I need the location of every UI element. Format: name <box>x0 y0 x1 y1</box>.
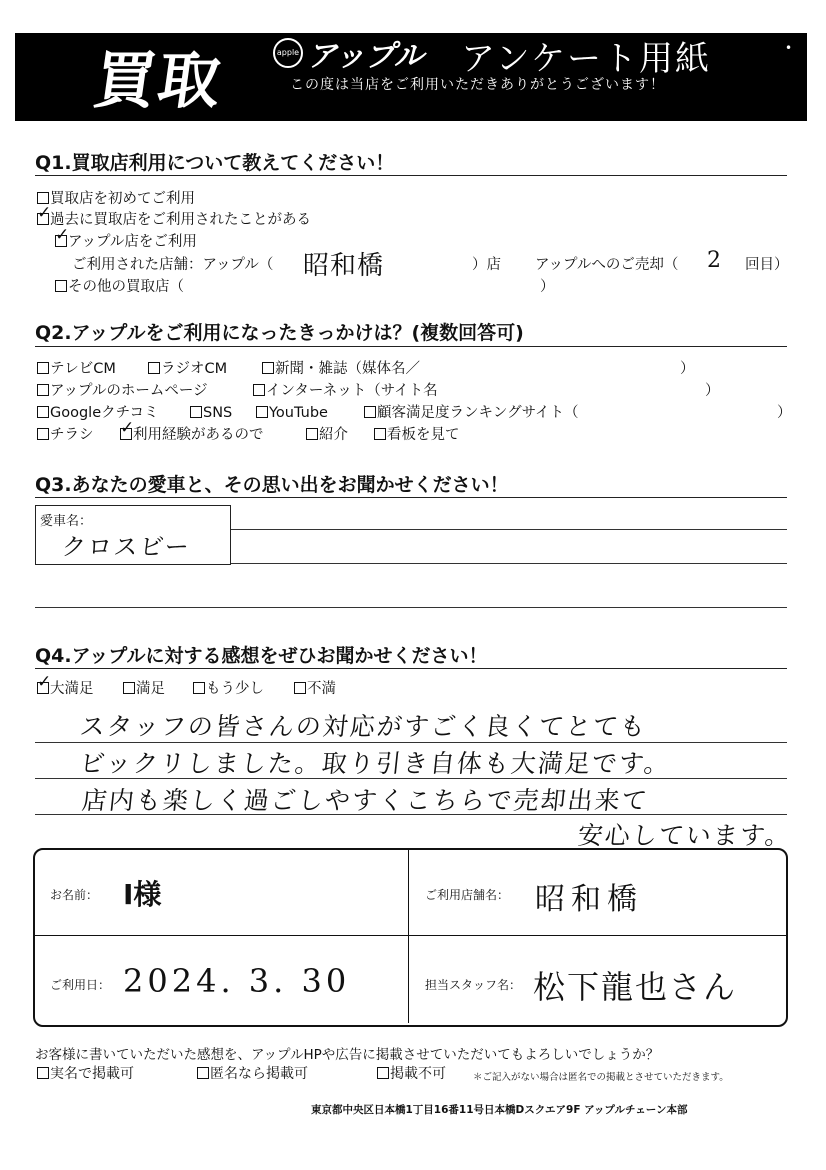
thanks-message: この度は当店をご利用いただきありがとうございます！ <box>290 77 665 93</box>
q3-line <box>231 563 787 564</box>
q2-news-close: ） <box>680 361 695 377</box>
q2-rule <box>35 346 787 347</box>
q2-ranking-close: ） <box>777 405 792 421</box>
q4-option-somewhat[interactable]: もう少し <box>193 682 264 697</box>
date-value[interactable]: 2024. 3. 30 <box>123 962 351 1000</box>
checkbox[interactable] <box>374 428 386 440</box>
checkbox[interactable] <box>37 1067 49 1079</box>
q2-option-referral[interactable]: 紹介 <box>306 428 348 443</box>
name-value[interactable]: I様 <box>123 878 162 911</box>
checkbox[interactable] <box>37 406 49 418</box>
checkbox[interactable] <box>377 1067 389 1079</box>
comment-line-1: スタッフの皆さんの対応がすごく良くてとても <box>78 712 649 741</box>
q2-option-youtube[interactable]: YouTube <box>256 406 328 421</box>
q4-option-very-satisfied[interactable]: ✓大満足 <box>37 682 94 697</box>
q1-times-handwritten: 2 <box>707 248 722 273</box>
q4-option-dissatisfied[interactable]: 不満 <box>294 682 336 697</box>
car-name-label: 愛車名： <box>40 514 93 529</box>
q2-option-radio[interactable]: ラジオCM <box>148 362 227 377</box>
car-name-handwritten: クロスビー <box>60 533 193 561</box>
q1-times-suffix: 回目） <box>745 257 789 273</box>
q3-title: Q3.あなたの愛車と、その思い出をお聞かせください！ <box>35 474 509 496</box>
q2-option-homepage[interactable]: アップルのホームページ <box>37 384 208 399</box>
q2-option-tv[interactable]: テレビCM <box>37 362 116 377</box>
checkbox[interactable] <box>197 1067 209 1079</box>
name-label: お名前： <box>50 888 99 902</box>
checkbox[interactable] <box>364 406 376 418</box>
q2-title: Q2.アップルをご利用になったきっかけは？(複数回答可) <box>35 322 524 344</box>
info-divider-h <box>35 935 786 936</box>
q1-times-label: アップルへのご売却（ <box>535 257 679 273</box>
comment-line-2: ビックリしました。取り引き自体も大満足です。 <box>78 749 673 778</box>
kaitori-logo: 買取 <box>89 44 228 117</box>
checkbox-checked[interactable] <box>37 213 49 225</box>
q4-option-satisfied[interactable]: 満足 <box>123 682 165 697</box>
q2-option-ranking[interactable]: 顧客満足度ランキングサイト（ <box>364 406 579 421</box>
checkbox-checked[interactable] <box>120 428 132 440</box>
q1-rule <box>35 175 787 176</box>
store-name-label: ご利用店舗名： <box>425 888 510 902</box>
publish-question: お客様に書いていただいた感想を、アップルHPや広告に掲載させていただいてもよろしいでしょうか？ <box>35 1047 660 1063</box>
checkbox[interactable] <box>37 428 49 440</box>
q2-internet-close: ） <box>705 383 720 399</box>
checkbox[interactable] <box>37 384 49 396</box>
date-label: ご利用日： <box>50 978 111 992</box>
checkbox[interactable] <box>256 406 268 418</box>
checkbox[interactable] <box>253 384 265 396</box>
checkbox-checked[interactable] <box>55 235 67 247</box>
q1-title: Q1.買取店利用について教えてください！ <box>35 152 395 174</box>
q3-line <box>35 607 787 608</box>
q4-rule <box>35 668 787 669</box>
publish-no[interactable]: 掲載不可 <box>377 1067 446 1081</box>
q3-rule <box>35 497 787 498</box>
q2-option-experience[interactable]: ✓ 利用経験があるので <box>120 428 264 443</box>
staff-label: 担当スタッフ名： <box>425 978 522 992</box>
comment-line-4: 安心しています。 <box>576 821 794 850</box>
q2-option-flyer[interactable]: チラシ <box>37 428 94 443</box>
checkbox[interactable] <box>262 362 274 374</box>
q4-title: Q4.アップルに対する感想をぜひお聞かせください！ <box>35 645 488 667</box>
q2-option-internet[interactable]: インターネット（サイト名 <box>253 384 438 399</box>
q1-option-first-time[interactable]: 買取店を初めてご利用 <box>37 192 195 207</box>
checkbox[interactable] <box>294 682 306 694</box>
publish-note: ＊ご記入がない場合は匿名での掲載とさせていただきます。 <box>473 1072 729 1083</box>
publish-anonymous[interactable]: 匿名なら掲載可 <box>197 1067 308 1081</box>
checkbox[interactable] <box>123 682 135 694</box>
checkbox[interactable] <box>37 362 49 374</box>
q1-store-label: ご利用された店舗：アップル（ <box>72 257 274 273</box>
checkbox-checked[interactable] <box>37 682 49 694</box>
checkbox[interactable] <box>190 406 202 418</box>
info-divider-v <box>408 850 409 1023</box>
checkbox[interactable] <box>193 682 205 694</box>
q1-option-other[interactable]: その他の買取店（ <box>55 280 184 295</box>
checkbox[interactable] <box>55 280 67 292</box>
q2-option-google[interactable]: Googleクチコミ <box>37 406 159 421</box>
apple-circle-logo: apple <box>273 38 303 68</box>
q1-store-handwritten: 昭和橋 <box>303 251 385 281</box>
store-name-value[interactable]: 昭和橋 <box>535 882 643 917</box>
checkbox[interactable] <box>306 428 318 440</box>
survey-title: アンケート用紙 <box>461 39 711 79</box>
q2-option-news[interactable]: 新聞・雑誌（媒体名／ <box>262 362 420 377</box>
q3-line <box>231 529 787 530</box>
star-mark: • <box>785 41 793 55</box>
publish-real-name[interactable]: 実名で掲載可 <box>37 1067 134 1081</box>
header-banner <box>15 33 807 121</box>
q1-option-used-before[interactable]: ✓過去に買取店をご利用されたことがある <box>37 213 311 228</box>
brand-logo: アップル <box>307 39 424 74</box>
q1-store-suffix: ）店 <box>472 257 501 273</box>
q1-option-apple-store[interactable]: ✓アップル店をご利用 <box>55 235 197 250</box>
staff-value[interactable]: 松下龍也さん <box>533 968 738 1006</box>
q2-option-signboard[interactable]: 看板を見て <box>374 428 460 443</box>
comment-line-3: 店内も楽しく過ごしやすくこちらで売却出来て <box>80 786 651 815</box>
q2-option-sns[interactable]: SNS <box>190 406 232 421</box>
q1-other-close: ） <box>540 279 555 295</box>
company-address: 東京都中央区日本橋1丁目16番11号日本橋Dスクエア9F アップルチェーン本部 <box>311 1104 688 1116</box>
checkbox[interactable] <box>148 362 160 374</box>
